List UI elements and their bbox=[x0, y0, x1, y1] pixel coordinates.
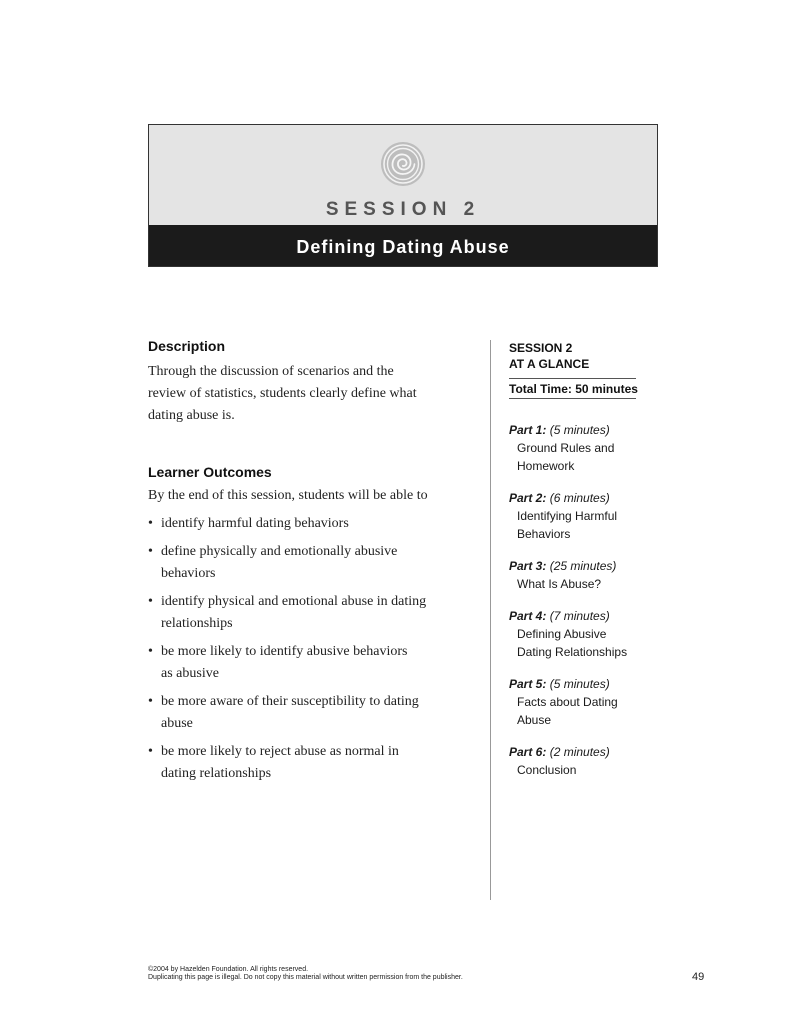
description-text bbox=[148, 361, 478, 427]
outcome-line: identify physical and emotional abuse in dating bbox=[161, 594, 427, 609]
part-number: Part 5: bbox=[509, 677, 547, 691]
outcome-line: dating relationships bbox=[161, 766, 272, 781]
part-label bbox=[509, 607, 639, 625]
part-description bbox=[509, 625, 639, 661]
part-minutes: (5 minutes) bbox=[549, 423, 610, 437]
part-description bbox=[509, 507, 639, 543]
outcome-line: as abusive bbox=[161, 666, 219, 681]
part-description bbox=[509, 693, 639, 729]
copyright-line: ©2004 by Hazelden Foundation. All rights reserved. bbox=[148, 966, 309, 973]
outcomes-intro: By the end of this session, students will be able to bbox=[148, 488, 428, 503]
description-line: review of statistics, students clearly define what bbox=[148, 386, 417, 401]
part-minutes: (5 minutes) bbox=[549, 677, 610, 691]
outcome-line: be more aware of their susceptibility to dating bbox=[161, 694, 419, 709]
outcome-line: relationships bbox=[161, 616, 233, 631]
outcome-line: behaviors bbox=[161, 566, 216, 581]
outcome-line: identify harmful dating behaviors bbox=[161, 516, 349, 531]
list-item bbox=[148, 591, 478, 635]
part-label bbox=[509, 675, 639, 693]
part-description bbox=[509, 761, 639, 779]
part-number: Part 1: bbox=[509, 423, 547, 437]
part-label bbox=[509, 489, 639, 507]
duplication-notice: Duplicating this page is illegal. Do not copy this material without written permission from the publisher. bbox=[148, 974, 463, 981]
part-desc-line: Identifying Harmful bbox=[517, 509, 618, 523]
part-label bbox=[509, 743, 639, 761]
outcome-line: be more likely to reject abuse as normal in bbox=[161, 744, 399, 759]
list-item bbox=[148, 741, 478, 785]
part-desc-line: What Is Abuse? bbox=[517, 577, 602, 591]
page-footer bbox=[148, 966, 568, 982]
list-item bbox=[148, 691, 478, 735]
session-label: SESSION 2 bbox=[325, 199, 481, 220]
part-desc-line: Facts about Dating bbox=[517, 695, 618, 709]
list-item bbox=[148, 541, 478, 585]
divider-rule bbox=[509, 398, 636, 399]
header-top-panel bbox=[149, 125, 657, 225]
list-item bbox=[148, 641, 478, 685]
description-heading: Description bbox=[148, 338, 226, 354]
at-a-glance-heading-line: SESSION 2 bbox=[509, 341, 573, 355]
part-minutes: (6 minutes) bbox=[549, 491, 610, 505]
title-bar bbox=[149, 225, 657, 266]
part-minutes: (7 minutes) bbox=[549, 609, 610, 623]
part-item bbox=[509, 743, 639, 779]
part-item bbox=[509, 607, 639, 661]
part-desc-line: Ground Rules and bbox=[517, 441, 615, 455]
session-header bbox=[148, 124, 658, 267]
session-parts bbox=[509, 421, 639, 779]
outcome-line: abuse bbox=[161, 716, 193, 731]
part-label bbox=[509, 421, 639, 439]
at-a-glance-heading bbox=[509, 340, 639, 372]
part-desc-line: Abuse bbox=[517, 713, 552, 727]
main-column bbox=[148, 338, 478, 791]
spiral-logo-icon bbox=[380, 141, 426, 187]
outcome-line: be more likely to identify abusive behaviors bbox=[161, 644, 408, 659]
page-number: 49 bbox=[692, 971, 705, 983]
outcome-line: define physically and emotionally abusive bbox=[161, 544, 398, 559]
part-item bbox=[509, 421, 639, 475]
at-a-glance-sidebar bbox=[509, 340, 639, 793]
part-minutes: (25 minutes) bbox=[549, 559, 617, 573]
part-item bbox=[509, 557, 639, 593]
part-number: Part 3: bbox=[509, 559, 547, 573]
learner-outcomes-heading: Learner Outcomes bbox=[148, 464, 272, 480]
session-title: Defining Dating Abuse bbox=[296, 237, 510, 257]
outcomes-list bbox=[148, 513, 478, 785]
description-line: dating abuse is. bbox=[148, 408, 235, 423]
part-desc-line: Defining Abusive bbox=[517, 627, 607, 641]
part-desc-line: Homework bbox=[517, 459, 575, 473]
column-divider bbox=[490, 340, 491, 900]
part-desc-line: Dating Relationships bbox=[517, 645, 628, 659]
part-item bbox=[509, 489, 639, 543]
part-description bbox=[509, 575, 639, 593]
part-desc-line: Behaviors bbox=[517, 527, 571, 541]
description-line: Through the discussion of scenarios and the bbox=[148, 364, 394, 379]
part-label bbox=[509, 557, 639, 575]
total-time: Total Time: 50 minutes bbox=[509, 382, 638, 396]
part-number: Part 2: bbox=[509, 491, 547, 505]
part-number: Part 4: bbox=[509, 609, 547, 623]
part-number: Part 6: bbox=[509, 745, 547, 759]
at-a-glance-heading-line: AT A GLANCE bbox=[509, 357, 590, 371]
part-item bbox=[509, 675, 639, 729]
part-minutes: (2 minutes) bbox=[549, 745, 610, 759]
part-desc-line: Conclusion bbox=[517, 763, 577, 777]
part-description bbox=[509, 439, 639, 475]
list-item bbox=[148, 513, 478, 535]
